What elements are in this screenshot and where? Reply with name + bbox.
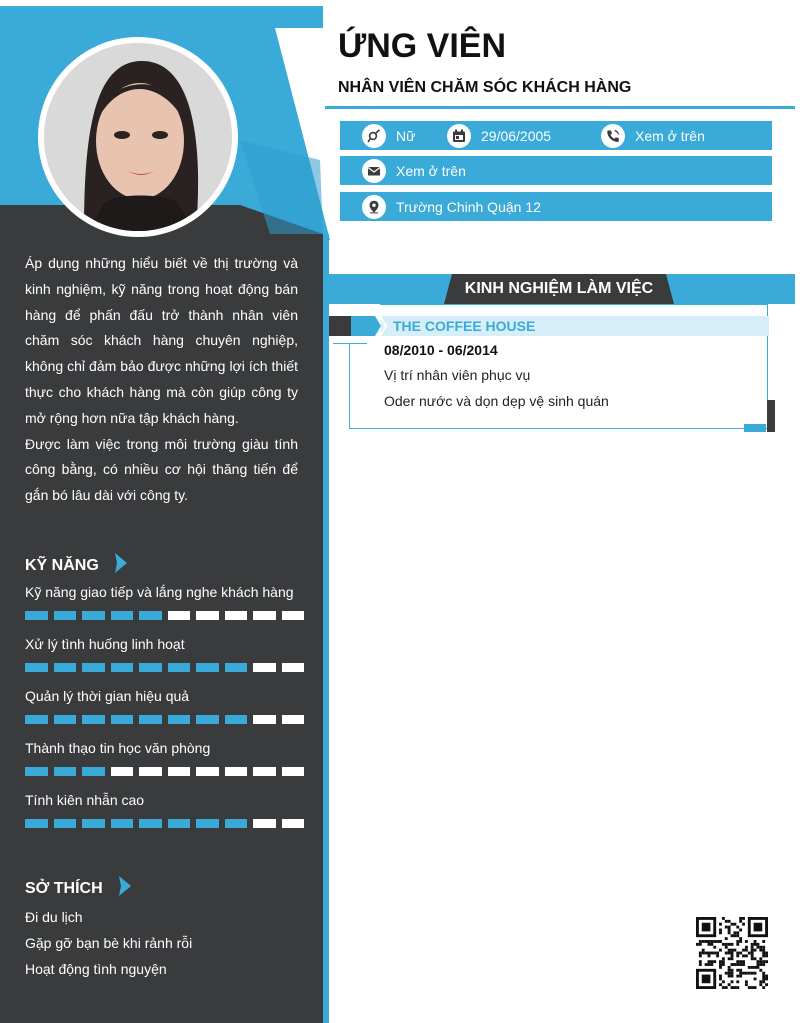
contact-bar-2: [340, 156, 772, 185]
job-title: NHÂN VIÊN CHĂM SÓC KHÁCH HÀNG: [338, 79, 632, 96]
skill-rating-segment: [111, 819, 134, 828]
skill-name: Quản lý thời gian hiệu quả: [25, 688, 190, 704]
contact-gender: [362, 124, 415, 148]
objective-paragraph: Được làm việc trong môi trường giàu tính công bằng, có nhiều cơ hội thăng tiến để gắn bó lâu dài với công ty.: [25, 435, 298, 504]
skill-rating-segment: [139, 611, 162, 620]
skills-list: [25, 582, 310, 842]
skill-rating-segment: [282, 663, 305, 672]
skill-rating-segment: [253, 767, 276, 776]
phone-value: Xem ở trên: [635, 128, 705, 144]
skill-rating-segment: [82, 767, 105, 776]
contact-email: [362, 159, 466, 183]
hobbies-heading: [25, 876, 131, 901]
avatar: [38, 37, 238, 237]
mail-icon: [362, 159, 386, 183]
skill-rating-segment: [225, 611, 248, 620]
skill-rating-segment: [139, 767, 162, 776]
hobby-item: Hoạt động tình nguyện: [25, 961, 167, 977]
skill-rating-segment: [282, 715, 305, 724]
skill-rating-segment: [54, 819, 77, 828]
experience-frame: [349, 428, 769, 429]
contact-address: [362, 195, 541, 219]
gender-value: Nữ: [396, 128, 416, 144]
skill-rating-segment: [82, 663, 105, 672]
experience-frame: [349, 343, 350, 429]
phone-icon: [601, 124, 625, 148]
hobby-item: Đi du lịch: [25, 909, 83, 925]
skill-item: [25, 738, 310, 790]
skill-item: [25, 686, 310, 738]
header-white-edge: [0, 0, 323, 6]
address-value: Trường Chinh Quận 12: [396, 199, 541, 215]
skill-rating-segment: [225, 767, 248, 776]
skill-rating-segment: [82, 611, 105, 620]
skill-rating-segment: [111, 611, 134, 620]
experience-corner-tab: [744, 424, 766, 432]
skill-rating-segment: [168, 767, 191, 776]
skill-rating-segment: [196, 819, 219, 828]
hobbies-list: [25, 904, 192, 982]
chevron-right-icon: [113, 553, 127, 578]
skill-rating-segment: [54, 663, 77, 672]
title-divider: [325, 106, 795, 109]
skill-rating-segment: [25, 715, 48, 724]
skill-rating-segment: [139, 715, 162, 724]
contact-bar-1: [340, 121, 772, 150]
birthday-value: 29/06/2005: [481, 128, 552, 144]
skill-rating-segment: [111, 715, 134, 724]
skill-rating-bar: [25, 767, 310, 776]
experience-frame: [380, 304, 768, 305]
skill-rating-segment: [282, 819, 305, 828]
skill-rating-segment: [225, 715, 248, 724]
contact-birthday: [447, 124, 551, 148]
hobby-item: Gặp gỡ bạn bè khi rảnh rỗi: [25, 935, 193, 951]
experience-title: KINH NGHIỆM LÀM VIỆC: [464, 280, 654, 297]
experience-frame: [333, 343, 367, 344]
skill-rating-segment: [168, 663, 191, 672]
career-objective: [25, 251, 298, 509]
skill-rating-segment: [196, 767, 219, 776]
skill-rating-segment: [82, 715, 105, 724]
skill-rating-segment: [25, 611, 48, 620]
calendar-icon: [447, 124, 471, 148]
skill-item: [25, 634, 310, 686]
skill-rating-segment: [168, 715, 191, 724]
gender-icon: [362, 124, 386, 148]
avatar-photo: [44, 43, 232, 231]
skill-rating-segment: [139, 663, 162, 672]
hobbies-title: SỞ THÍCH: [25, 879, 103, 897]
skill-rating-segment: [82, 819, 105, 828]
experience-detail: Vị trí nhân viên phục vụ: [384, 367, 531, 383]
experience-period: 08/2010 - 06/2014: [384, 342, 498, 358]
objective-paragraph: Áp dụng những hiểu biết về thị trường và kinh nghiệm, kỹ năng trong hoạt động bán hàng để phấn đấu trở thành nhân viên chăm sóc khách hàng chuyên nghiệp, không chỉ đảm bảo được những lợi ích thiết thực cho khách hàng mà còn giúp công ty mở rộng hơn nữa tập khách hàng.: [25, 255, 298, 426]
skill-rating-segment: [25, 663, 48, 672]
skill-rating-segment: [225, 819, 248, 828]
location-icon: [362, 195, 386, 219]
qr-code: [696, 917, 768, 989]
skill-rating-segment: [54, 611, 77, 620]
skills-heading: [25, 553, 127, 578]
skill-name: Tính kiên nhẫn cao: [25, 792, 145, 808]
skill-rating-segment: [139, 819, 162, 828]
email-value: Xem ở trên: [396, 163, 466, 179]
skill-rating-segment: [25, 767, 48, 776]
skill-rating-segment: [111, 663, 134, 672]
skill-rating-segment: [168, 611, 191, 620]
skill-rating-segment: [253, 819, 276, 828]
contact-phone: [601, 124, 705, 148]
skill-item: [25, 790, 310, 842]
candidate-name: ỨNG VIÊN: [338, 27, 507, 65]
skill-rating-segment: [111, 767, 134, 776]
skill-rating-bar: [25, 663, 310, 672]
skill-rating-segment: [54, 715, 77, 724]
skill-item: [25, 582, 310, 634]
skill-rating-segment: [54, 767, 77, 776]
skill-rating-segment: [282, 611, 305, 620]
experience-marker: [329, 316, 351, 336]
skill-name: Xử lý tình huống linh hoạt: [25, 636, 185, 652]
experience-detail: Oder nước và dọn dẹp vệ sinh quán: [384, 393, 609, 409]
skill-rating-segment: [196, 663, 219, 672]
experience-heading: [444, 274, 674, 304]
skill-rating-segment: [225, 663, 248, 672]
company-name: THE COFFEE HOUSE: [393, 318, 536, 334]
skill-rating-bar: [25, 611, 310, 620]
chevron-right-icon: [117, 876, 131, 901]
skill-rating-segment: [168, 819, 191, 828]
left-sidebar-stripe: [323, 234, 329, 1023]
skill-rating-segment: [253, 611, 276, 620]
skill-name: Kỹ năng giao tiếp và lắng nghe khách hàng: [25, 584, 294, 600]
skills-title: KỸ NĂNG: [25, 556, 99, 574]
contact-bar-3: [340, 192, 772, 221]
skill-rating-segment: [196, 715, 219, 724]
skill-rating-segment: [253, 663, 276, 672]
skill-rating-bar: [25, 715, 310, 724]
experience-corner-bar: [767, 400, 775, 432]
skill-rating-segment: [253, 715, 276, 724]
company-bar: [351, 316, 769, 336]
skill-rating-segment: [282, 767, 305, 776]
skill-rating-bar: [25, 819, 310, 828]
skill-rating-segment: [25, 819, 48, 828]
skill-rating-segment: [196, 611, 219, 620]
skill-name: Thành thạo tin học văn phòng: [25, 740, 211, 756]
